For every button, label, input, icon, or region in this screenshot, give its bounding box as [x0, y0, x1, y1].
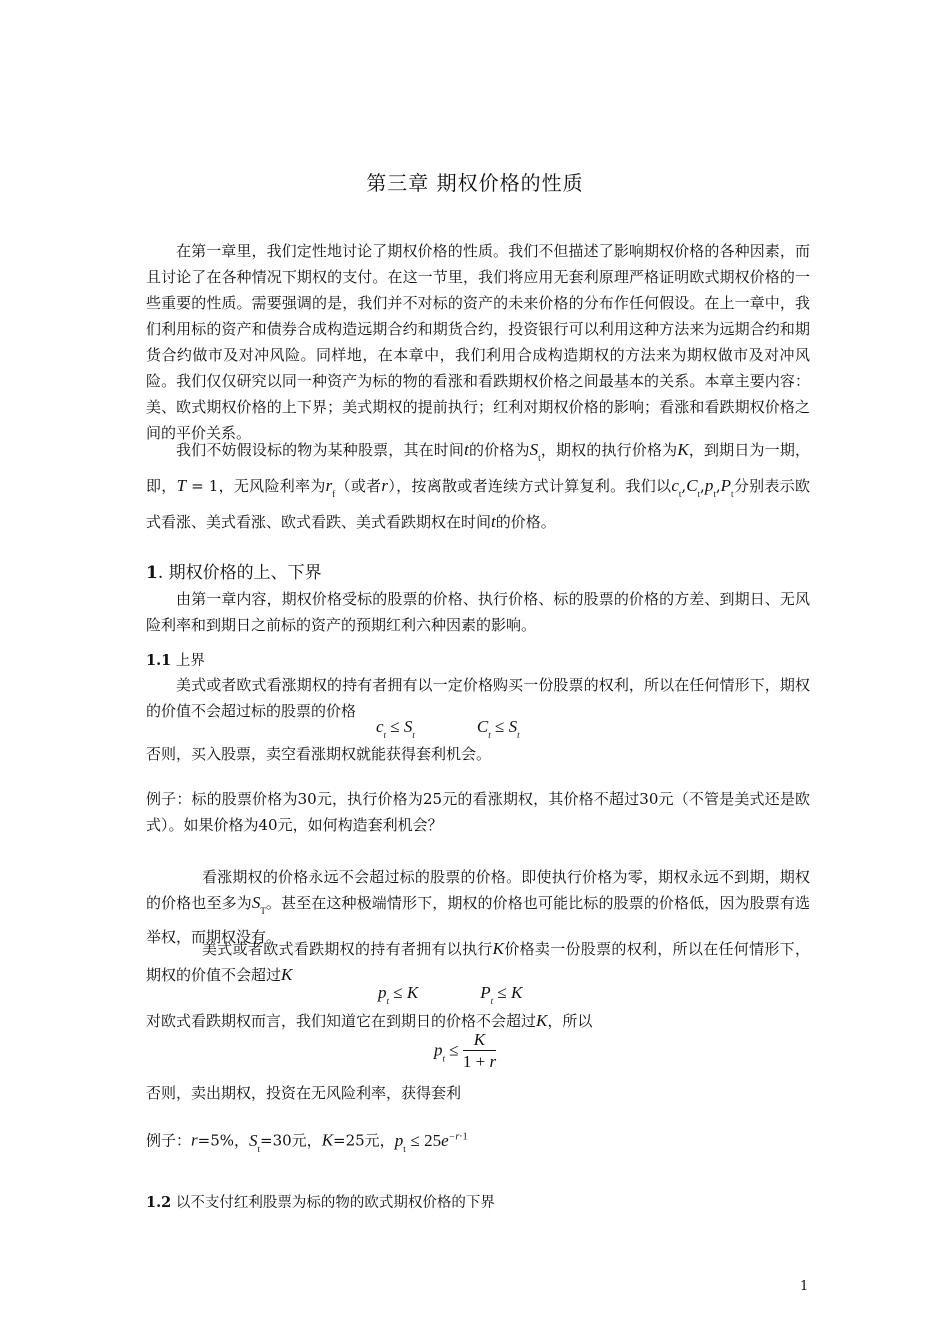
example-2: 例子：r=5%，$S_t=30$元，K=25元，$p_t \le 25e^{-r\cdot 1}$: [146, 1130, 468, 1154]
page-number: 1: [800, 1279, 809, 1294]
section-1-paragraph: 由第一章内容，期权价格受标的股票的价格、执行价格、标的股票的价格的方差、到期日、无风险利率和到期日之前标的资产的预期红利六种因素的影响。: [146, 590, 810, 634]
arbitrage-note-2: 否则，卖出期权，投资在无风险利率，获得套利: [146, 1084, 462, 1102]
section-heading-1: 1. 期权价格的上、下界: [146, 563, 322, 583]
upper-bound-call-paragraph: 美式或者欧式看涨期权的持有者拥有以一定价格购买一份股票的权利，所以在任何情形下，期权的价值不会超过标的股票的价格: [146, 676, 810, 720]
put-upper-bound-equation: $p_t \le K$ $P_t \le K$: [378, 983, 523, 1006]
subsection-heading-1-2: 1.2 以不支付红利股票为标的物的欧式期权价格的下界: [146, 1194, 495, 1211]
call-upper-bound-equation: $c_t \le S_t$ $C_t \le S_t$: [376, 717, 520, 740]
notation-paragraph: 我们不妨假设标的物为某种股票，其在时间t的价格为$S_t$，期权的执行价格为K，到期日为一期，即，T = 1，无风险利率为$r_f$（或者r），按离散或者连续方式计算复利。我们以$c_t,C_t,p_t,P_t$分别表示欧式看涨、美式看涨、欧式看跌、美式看跌期权在时间t的价格。: [146, 440, 810, 531]
arbitrage-note-1: 否则，买入股票，卖空看涨期权就能获得套利机会。: [146, 745, 492, 763]
example-1: 例子：标的股票价格为30元，执行价格为25元的看涨期权，其价格不超过30元（不管是美式还是欧式）。如果价格为40元，如何构造套利机会？: [146, 790, 810, 834]
intro-paragraph: 在第一章里，我们定性地讨论了期权价格的性质。我们不但描述了影响期权价格的各种因素，而且讨论了在各种情况下期权的支付。在这一节里，我们将应用无套利原理严格证明欧式期权价格的一些重要的性质。需要强调的是，我们并不对标的资产的未来价格的分布作任何假设。在上一章中，我们利用标的资产和债券合成构造远期合约和期货合约，投资银行可以利用这种方法来为远期合约和期货合约做市及对冲风险。同样地，在本章中，我们利用合成构造期权的方法来为期权做市及对冲风险。我们仅仅研究以同一种资产为标的物的看涨和看跌期权价格之间最基本的关系。本章主要内容：美、欧式期权价格的上下界；美式期权的提前执行；红利对期权价格的影响；看涨和看跌期权价格之间的平价关系。: [146, 242, 810, 442]
european-put-bound-equation: $p_t$ ≤ $\frac{K}{1 + r}$: [434, 1030, 497, 1071]
subsection-heading-1-1: 1.1 上界: [146, 652, 205, 669]
chapter-title: 第三章 期权价格的性质: [366, 171, 584, 195]
european-put-paragraph: 对欧式看跌期权而言，我们知道它在到期日的价格不会超过K，所以: [146, 1011, 593, 1030]
put-upper-bound-paragraph: 美式或者欧式看跌期权的持有者拥有以执行K价格卖一份股票的权利，所以在任何情形下，期权的价值不会超过K: [146, 939, 810, 984]
call-price-paragraph: 看涨期权的价格永远不会超过标的股票的价格。即使执行价格为零，期权永远不到期，期权的价格也至多为$S_T$。甚至在这种极端情形下，期权的价格也可能比标的股票的价格低，因为股票有选举权，而期权没有。: [146, 868, 810, 946]
